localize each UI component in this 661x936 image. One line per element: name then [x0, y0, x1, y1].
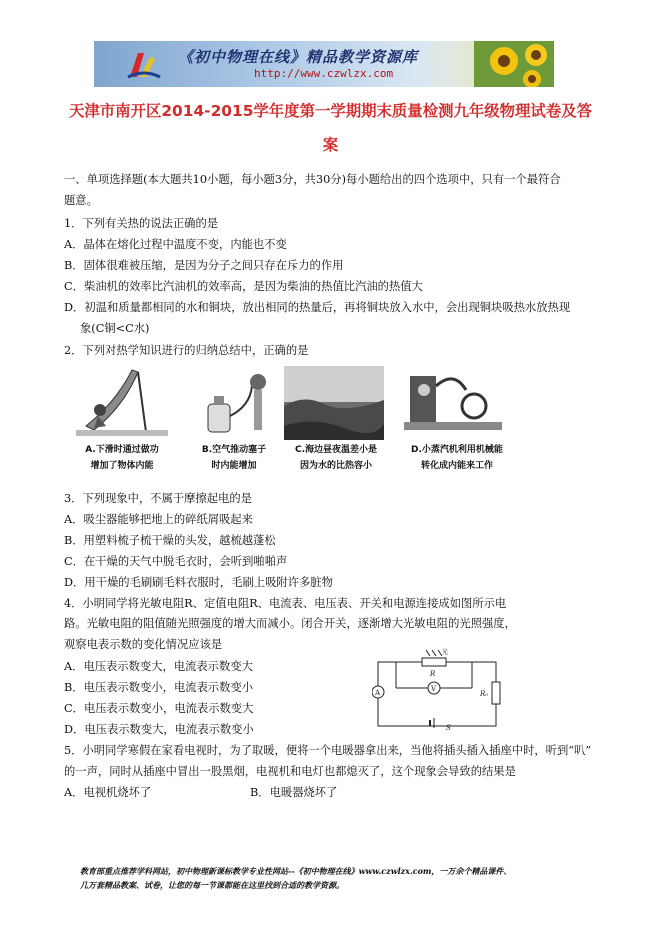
caption-d: D.小蒸汽机利用机械能 转化成内能来工作	[411, 445, 503, 471]
banner-url[interactable]: http://www.czwlzx.com	[254, 67, 394, 80]
question-5-stem-line2: 的一声，同时从插座中冒出一股黑烟，电视机和电灯也都熄灭了，这个现象会导致的结果是	[64, 765, 516, 778]
caption-c: C.海边昼夜温差小是 因为水的比热容小	[294, 445, 378, 471]
r0-label: R₀	[480, 690, 489, 698]
bottle-cork-picture	[190, 366, 282, 440]
light-label: 光	[442, 649, 449, 656]
question-3-stem: 3．下列现象中，不属于摩擦起电的是	[64, 492, 252, 505]
question-5-option-a: A．电视机烧坏了	[64, 786, 152, 799]
question-1-stem: 1．下列有关热的说法正确的是	[64, 217, 219, 230]
question-4-option-c: C．电压表示数变小，电流表示数变大	[64, 702, 254, 715]
question-4-stem-line1: 4．小明同学将光敏电阻R、定值电阻R、电流表、电压表、开关和电源连接成如图所示电	[64, 597, 507, 610]
question-2-images	[70, 366, 530, 486]
question-3-option-c: C．在干燥的天气中脱毛衣时，会听到啪啪声	[64, 555, 288, 568]
question-1-option-a: A．晶体在熔化过程中温度不变，内能也不变	[64, 238, 287, 251]
question-5-option-b: B．电暖器烧坏了	[250, 786, 338, 799]
slide-picture	[76, 366, 168, 440]
question-1-option-b: B．固体很难被压缩，是因为分子之间只存在斥力的作用	[64, 259, 344, 272]
caption-a: A.下滑时通过做功 增加了物体内能	[85, 445, 159, 471]
circuit-diagram	[372, 648, 504, 732]
steam-engine-picture	[404, 366, 502, 440]
r-label: R	[430, 670, 436, 678]
voltmeter-label: V	[431, 685, 437, 693]
question-3-option-d: D．用干燥的毛刷刷毛料衣服时，毛刷上吸附许多脏物	[64, 576, 333, 589]
question-5-stem-line1: 5．小明同学寒假在家看电视时，为了取暖，便将一个电暖器拿出来，当他将插头插入插座中时，听到“叭”	[64, 744, 592, 757]
question-3-option-b: B．用塑料梳子梳干燥的头发，越梳越蓬松	[64, 534, 276, 547]
document-title: 天津市南开区2014-2015学年度第一学期期末质量检测九年级物理试卷及答 案	[69, 102, 592, 154]
question-1-option-d-cont: 象(C铜<C水)	[80, 322, 150, 335]
question-4-stem-line2: 路。光敏电阻的阻值随光照强度的增大而减小。闭合开关，逐渐增大光敏电阻的光照强度，	[64, 617, 516, 630]
logo-icon	[124, 47, 164, 81]
question-4-option-a: A．电压表示数变大，电流表示数变大	[64, 660, 253, 673]
switch-label: S	[446, 724, 451, 732]
question-3-option-a: A．吸尘器能够把地上的碎纸屑吸起来	[64, 513, 253, 526]
caption-b: B.空气推动塞子 时内能增加	[201, 445, 267, 471]
footer-note: 教育部重点推荐学科网站，初中物理新课标教学专业性网站--《初中物理在线》www.czwlzx.com，一万余个精品课件、 几万套精品教案、试卷，让您的每一节课都能在这里找到合适的教学资源。	[80, 866, 512, 890]
sunflower-image	[474, 41, 554, 87]
question-4-option-b: B．电压表示数变小，电流表示数变小	[64, 681, 254, 694]
header-banner	[94, 41, 554, 87]
ammeter-label: A	[375, 689, 381, 697]
banner-title: 《初中物理在线》精品教学资源库	[178, 48, 419, 66]
section-heading-line2: 题意。	[64, 194, 98, 207]
question-1-option-c: C．柴油机的效率比汽油机的效率高，是因为柴油的热值比汽油的热值大	[64, 280, 423, 293]
section-heading-line1: 一、单项选择题(本大题共10小题，每小题3分，共30分)每小题给出的四个选项中，只有一个最符合	[64, 173, 561, 186]
seaside-picture	[284, 366, 384, 440]
question-2-stem: 2．下列对热学知识进行的归纳总结中，正确的是	[64, 344, 309, 357]
question-4-stem-line3: 观察电表示数的变化情况应该是	[64, 638, 223, 651]
question-4-option-d: D．电压表示数变大，电流表示数变小	[64, 723, 254, 736]
question-1-option-d: D．初温和质量都相同的水和铜块，放出相同的热量后，再将铜块放入水中，会出现铜块吸热水放热现	[64, 301, 571, 314]
